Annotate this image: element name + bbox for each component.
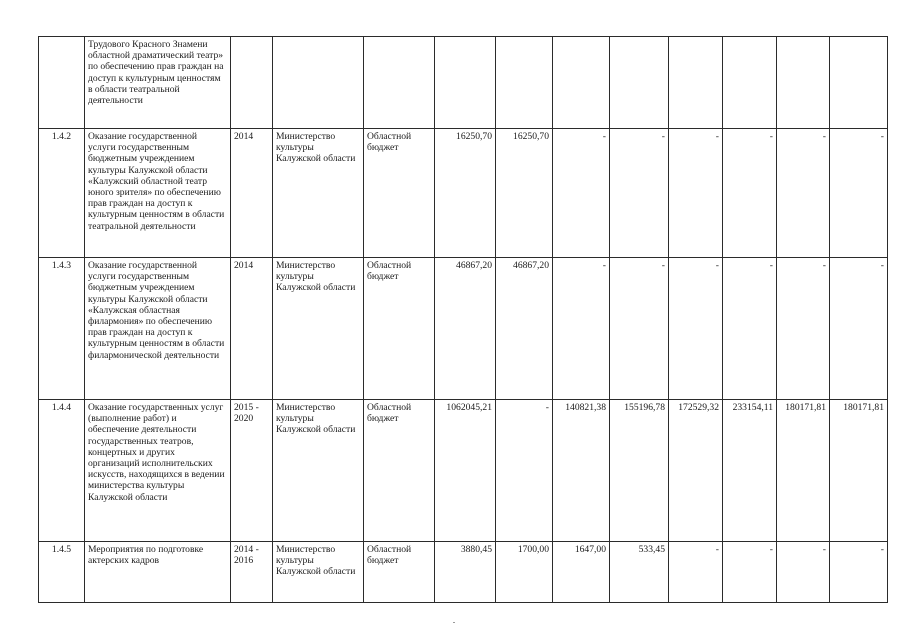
implementation-years: 2014	[231, 129, 273, 258]
row-number: 1.4.2	[39, 129, 85, 258]
amount-2016: -	[610, 129, 669, 258]
table-row	[39, 400, 888, 542]
amount-2017: -	[669, 258, 723, 400]
amount-total: 1062045,21	[435, 400, 496, 542]
table-body	[39, 37, 888, 603]
funding-source: Областной бюджет	[364, 400, 435, 542]
amount-2017: -	[669, 129, 723, 258]
table-row	[39, 37, 888, 129]
funding-source: Областной бюджет	[364, 542, 435, 603]
activity-name: Оказание государственных услуг (выполнение работ) и обеспечение деятельности государственных театров, концертных и других организаций исполнительских искусств, находящихся в ведении министерства культуры Калужской области	[85, 400, 231, 542]
amount-2018: -	[723, 258, 777, 400]
row-number: 1.4.3	[39, 258, 85, 400]
activity-name: Трудового Красного Знамени областной драматический театр» по обеспечению прав граждан на доступ к культурным ценностям в области театральной деятельности	[85, 37, 231, 129]
amount-2020: -	[830, 129, 888, 258]
scan-speck	[453, 622, 455, 623]
document-page	[38, 36, 888, 603]
amount-2014	[496, 37, 553, 129]
table-row	[39, 258, 888, 400]
amount-2018	[723, 37, 777, 129]
implementation-years	[231, 37, 273, 129]
implementation-years: 2015 - 2020	[231, 400, 273, 542]
amount-total: 16250,70	[435, 129, 496, 258]
amount-2017: -	[669, 542, 723, 603]
funding-source: Областной бюджет	[364, 129, 435, 258]
executor: Министерство культуры Калужской области	[273, 400, 364, 542]
executor	[273, 37, 364, 129]
budget-table	[38, 36, 888, 603]
amount-2016	[610, 37, 669, 129]
amount-2020: -	[830, 542, 888, 603]
amount-2019: -	[777, 129, 830, 258]
table-row	[39, 129, 888, 258]
amount-2015: 1647,00	[553, 542, 610, 603]
executor: Министерство культуры Калужской области	[273, 542, 364, 603]
activity-name: Оказание государственной услуги государственным бюджетным учреждением культуры Калужской области «Калужский областной театр юного зрителя» по обеспечению прав граждан на доступ к культурным ценностям в области театральной деятельности	[85, 129, 231, 258]
amount-total: 46867,20	[435, 258, 496, 400]
activity-name: Мероприятия по подготовке актерских кадров	[85, 542, 231, 603]
funding-source: Областной бюджет	[364, 258, 435, 400]
amount-2019	[777, 37, 830, 129]
amount-2014: 16250,70	[496, 129, 553, 258]
row-number: 1.4.4	[39, 400, 85, 542]
amount-2019: -	[777, 542, 830, 603]
amount-2019: -	[777, 258, 830, 400]
row-number	[39, 37, 85, 129]
amount-2016: 533,45	[610, 542, 669, 603]
amount-2017: 172529,32	[669, 400, 723, 542]
row-number: 1.4.5	[39, 542, 85, 603]
implementation-years: 2014 - 2016	[231, 542, 273, 603]
amount-2016: 155196,78	[610, 400, 669, 542]
amount-2014: 46867,20	[496, 258, 553, 400]
amount-2015	[553, 37, 610, 129]
amount-2019: 180171,81	[777, 400, 830, 542]
amount-2014: -	[496, 400, 553, 542]
amount-2018: 233154,11	[723, 400, 777, 542]
amount-total	[435, 37, 496, 129]
amount-2020: -	[830, 258, 888, 400]
amount-2018: -	[723, 129, 777, 258]
activity-name: Оказание государственной услуги государственным бюджетным учреждением культуры Калужской области «Калужская областная филармония» по обеспечению прав граждан на доступ к культурным ценностям в области филармонической деятельности	[85, 258, 231, 400]
executor: Министерство культуры Калужской области	[273, 258, 364, 400]
executor: Министерство культуры Калужской области	[273, 129, 364, 258]
amount-total: 3880,45	[435, 542, 496, 603]
amount-2018: -	[723, 542, 777, 603]
amount-2015: -	[553, 258, 610, 400]
amount-2017	[669, 37, 723, 129]
amount-2020	[830, 37, 888, 129]
funding-source	[364, 37, 435, 129]
table-row	[39, 542, 888, 603]
implementation-years: 2014	[231, 258, 273, 400]
amount-2015: 140821,38	[553, 400, 610, 542]
amount-2020: 180171,81	[830, 400, 888, 542]
amount-2014: 1700,00	[496, 542, 553, 603]
amount-2016: -	[610, 258, 669, 400]
amount-2015: -	[553, 129, 610, 258]
